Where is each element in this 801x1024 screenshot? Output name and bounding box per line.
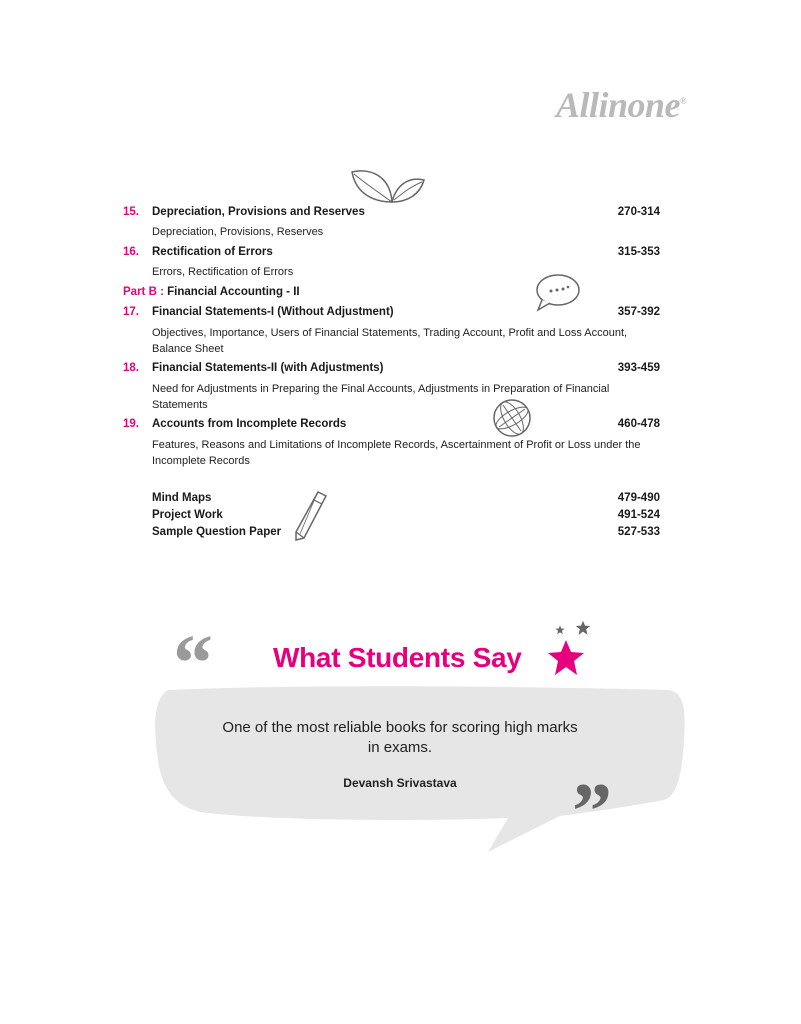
chapter-number: 18.	[123, 362, 139, 374]
small-star-icon	[555, 625, 565, 635]
chapter-title: Financial Statements-II (with Adjustments)	[152, 362, 384, 374]
chapter-title: Accounts from Incomplete Records	[152, 418, 347, 430]
chapter-pages: 460-478	[617, 418, 660, 430]
chapter-title: Financial Statements-I (Without Adjustment)	[152, 306, 394, 318]
chapter-pages: 393-459	[617, 362, 660, 374]
extra-title: Project Work	[152, 509, 223, 521]
chapter-pages: 270-314	[617, 206, 660, 218]
part-label: Part B :	[123, 286, 164, 298]
chapter-topics: Objectives, Importance, Users of Financial Statements, Trading Account, Profit and Loss Account, Balance Sheet	[152, 327, 628, 355]
part-title: Financial Accounting - II	[167, 286, 300, 298]
extra-title: Mind Maps	[152, 492, 212, 504]
extra-pages: 479-490	[617, 492, 660, 504]
chapter-number: 15.	[123, 206, 139, 218]
section-heading: What Students Say	[273, 642, 522, 673]
chapter-title: Depreciation, Provisions and Reserves	[152, 206, 365, 218]
testimonial-text: One of the most reliable books for scoring high marks in exams.	[222, 719, 578, 756]
chapter-topics: Features, Reasons and Limitations of Incomplete Records, Ascertainment of Profit or Loss under the Incomplete Records	[152, 439, 641, 467]
chapter-number: 17.	[123, 306, 139, 318]
chapter-title: Rectification of Errors	[152, 246, 273, 258]
chapter-pages: 357-392	[617, 306, 660, 318]
chapter-topics: Errors, Rectification of Errors	[152, 266, 294, 278]
testimonial-author: Devansh Srivastava	[343, 776, 457, 790]
extra-pages: 527-533	[617, 526, 660, 538]
chapter-topics: Depreciation, Provisions, Reserves	[152, 226, 324, 238]
open-quote-icon: “	[173, 620, 213, 708]
close-quote-icon: ”	[572, 768, 612, 856]
brand-logo: Allinone®	[556, 85, 687, 125]
chapter-pages: 315-353	[617, 246, 660, 258]
chapter-number: 19.	[123, 418, 139, 430]
chapter-number: 16.	[123, 246, 139, 258]
chapter-topics: Need for Adjustments in Preparing the Final Accounts, Adjustments in Preparation of Financial Statements	[152, 383, 610, 411]
star-icon	[546, 638, 586, 678]
small-star-icon	[575, 620, 591, 636]
extra-pages: 491-524	[617, 509, 660, 521]
extra-title: Sample Question Paper	[152, 526, 282, 538]
